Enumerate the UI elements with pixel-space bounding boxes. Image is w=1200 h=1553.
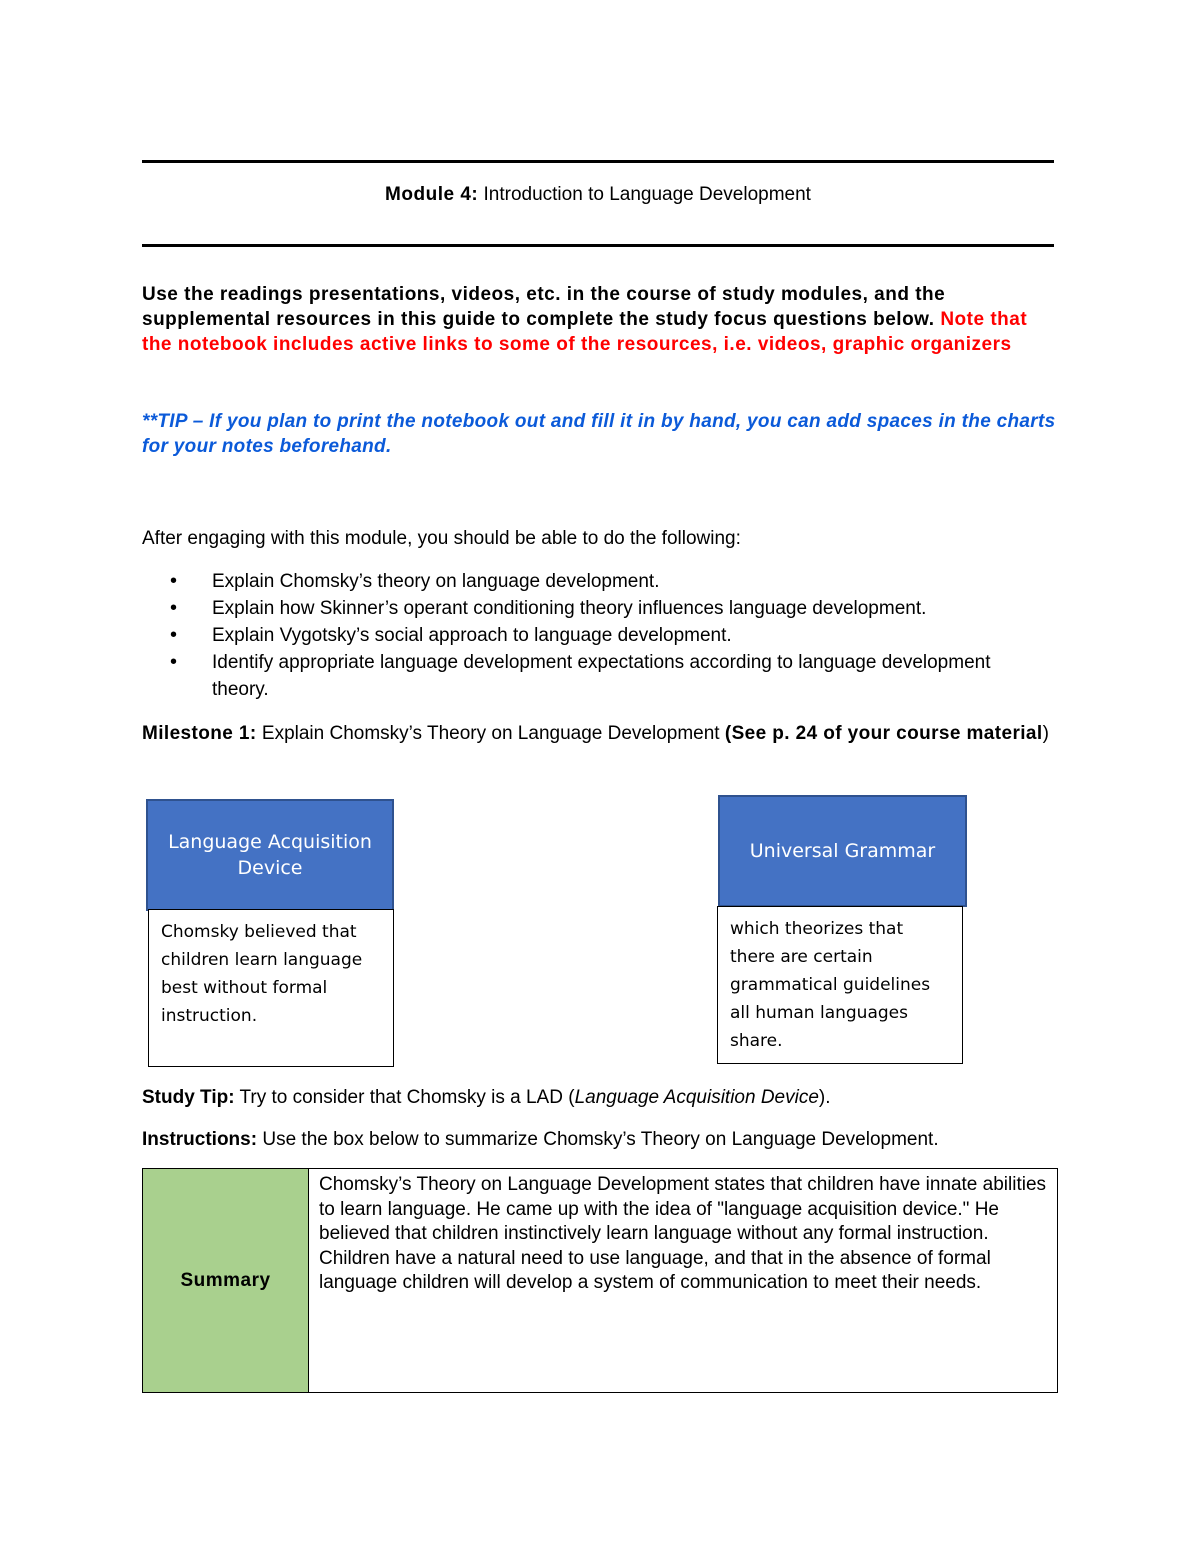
concept-box-lad bbox=[146, 799, 394, 911]
concept-note-universal-grammar bbox=[717, 906, 963, 1064]
study-tip-end: ). bbox=[818, 1087, 831, 1108]
module-label: Module 4: bbox=[385, 184, 479, 205]
instructions-text: Use the box below to summarize Chomsky’s Theory on Language Development. bbox=[262, 1129, 939, 1150]
concept-box-universal-grammar bbox=[718, 795, 967, 907]
bottom-rule bbox=[142, 244, 1054, 247]
module-title: Introduction to Language Development bbox=[483, 184, 811, 205]
intro-instruction: Use the readings presentations, videos, etc. in the course of study modules, and the supplemental resources in this guide to complete the study focus questions below. bbox=[142, 284, 946, 330]
list-item: • Identify appropriate language development expectations according to language development theory. bbox=[170, 649, 1030, 703]
summary-text[interactable]: Chomsky’s Theory on Language Development states that children have innate abilities to learn language. He came up with the idea of "language acquisition device." He believed that children instinctively learn language without any formal instruction. Children have a natural need to use language, and that in the absence of formal language children will develop a system of communication to meet their needs. bbox=[319, 1174, 1047, 1293]
concept-title: Universal Grammar bbox=[749, 840, 936, 862]
milestone-reference-close: ) bbox=[1042, 723, 1049, 744]
intro-note: Note that the notebook includes active links to some of the resources, i.e. videos, graphic organizers bbox=[142, 309, 1028, 355]
print-tip: **TIP – If you plan to print the notebook out and fill it in by hand, you can add spaces in the charts for your notes beforehand. bbox=[142, 411, 1056, 457]
top-rule bbox=[142, 160, 1054, 163]
concept-note-lad bbox=[148, 909, 394, 1067]
summary-label: Summary bbox=[143, 1169, 309, 1392]
milestone-heading bbox=[142, 720, 1072, 747]
study-tip-label: Study Tip: bbox=[142, 1087, 235, 1108]
milestone-reference: (See p. 24 of your course material bbox=[724, 723, 1043, 744]
concept-note: Chomsky believed that children learn language best without formal instruction. bbox=[161, 922, 363, 1026]
concept-note: which theorizes that there are certain grammatical guidelines all human languages share. bbox=[730, 919, 931, 1051]
objectives-lead: After engaging with this module, you should be able to do the following: bbox=[142, 528, 741, 549]
list-item: • Explain Vygotsky’s social approach to language development. bbox=[170, 622, 1030, 649]
instructions bbox=[142, 1129, 939, 1151]
summary-table bbox=[142, 1168, 1058, 1393]
study-tip-italic: Language Acquisition Device bbox=[574, 1087, 819, 1108]
study-tip-text: Try to consider that Chomsky is a LAD ( bbox=[239, 1087, 575, 1108]
list-item: • Explain how Skinner’s operant conditioning theory influences language development. bbox=[170, 595, 1030, 622]
instructions-label: Instructions: bbox=[142, 1129, 258, 1150]
intro-paragraph bbox=[142, 282, 1062, 357]
milestone-label: Milestone 1: bbox=[142, 723, 257, 744]
milestone-text: Explain Chomsky’s Theory on Language Development bbox=[261, 723, 720, 744]
page-title bbox=[142, 184, 1054, 206]
concept-title: Language Acquisition Device bbox=[168, 831, 372, 879]
study-tip bbox=[142, 1087, 831, 1109]
list-item: • Explain Chomsky’s theory on language development. bbox=[170, 568, 1030, 595]
objectives-list bbox=[170, 568, 1030, 703]
